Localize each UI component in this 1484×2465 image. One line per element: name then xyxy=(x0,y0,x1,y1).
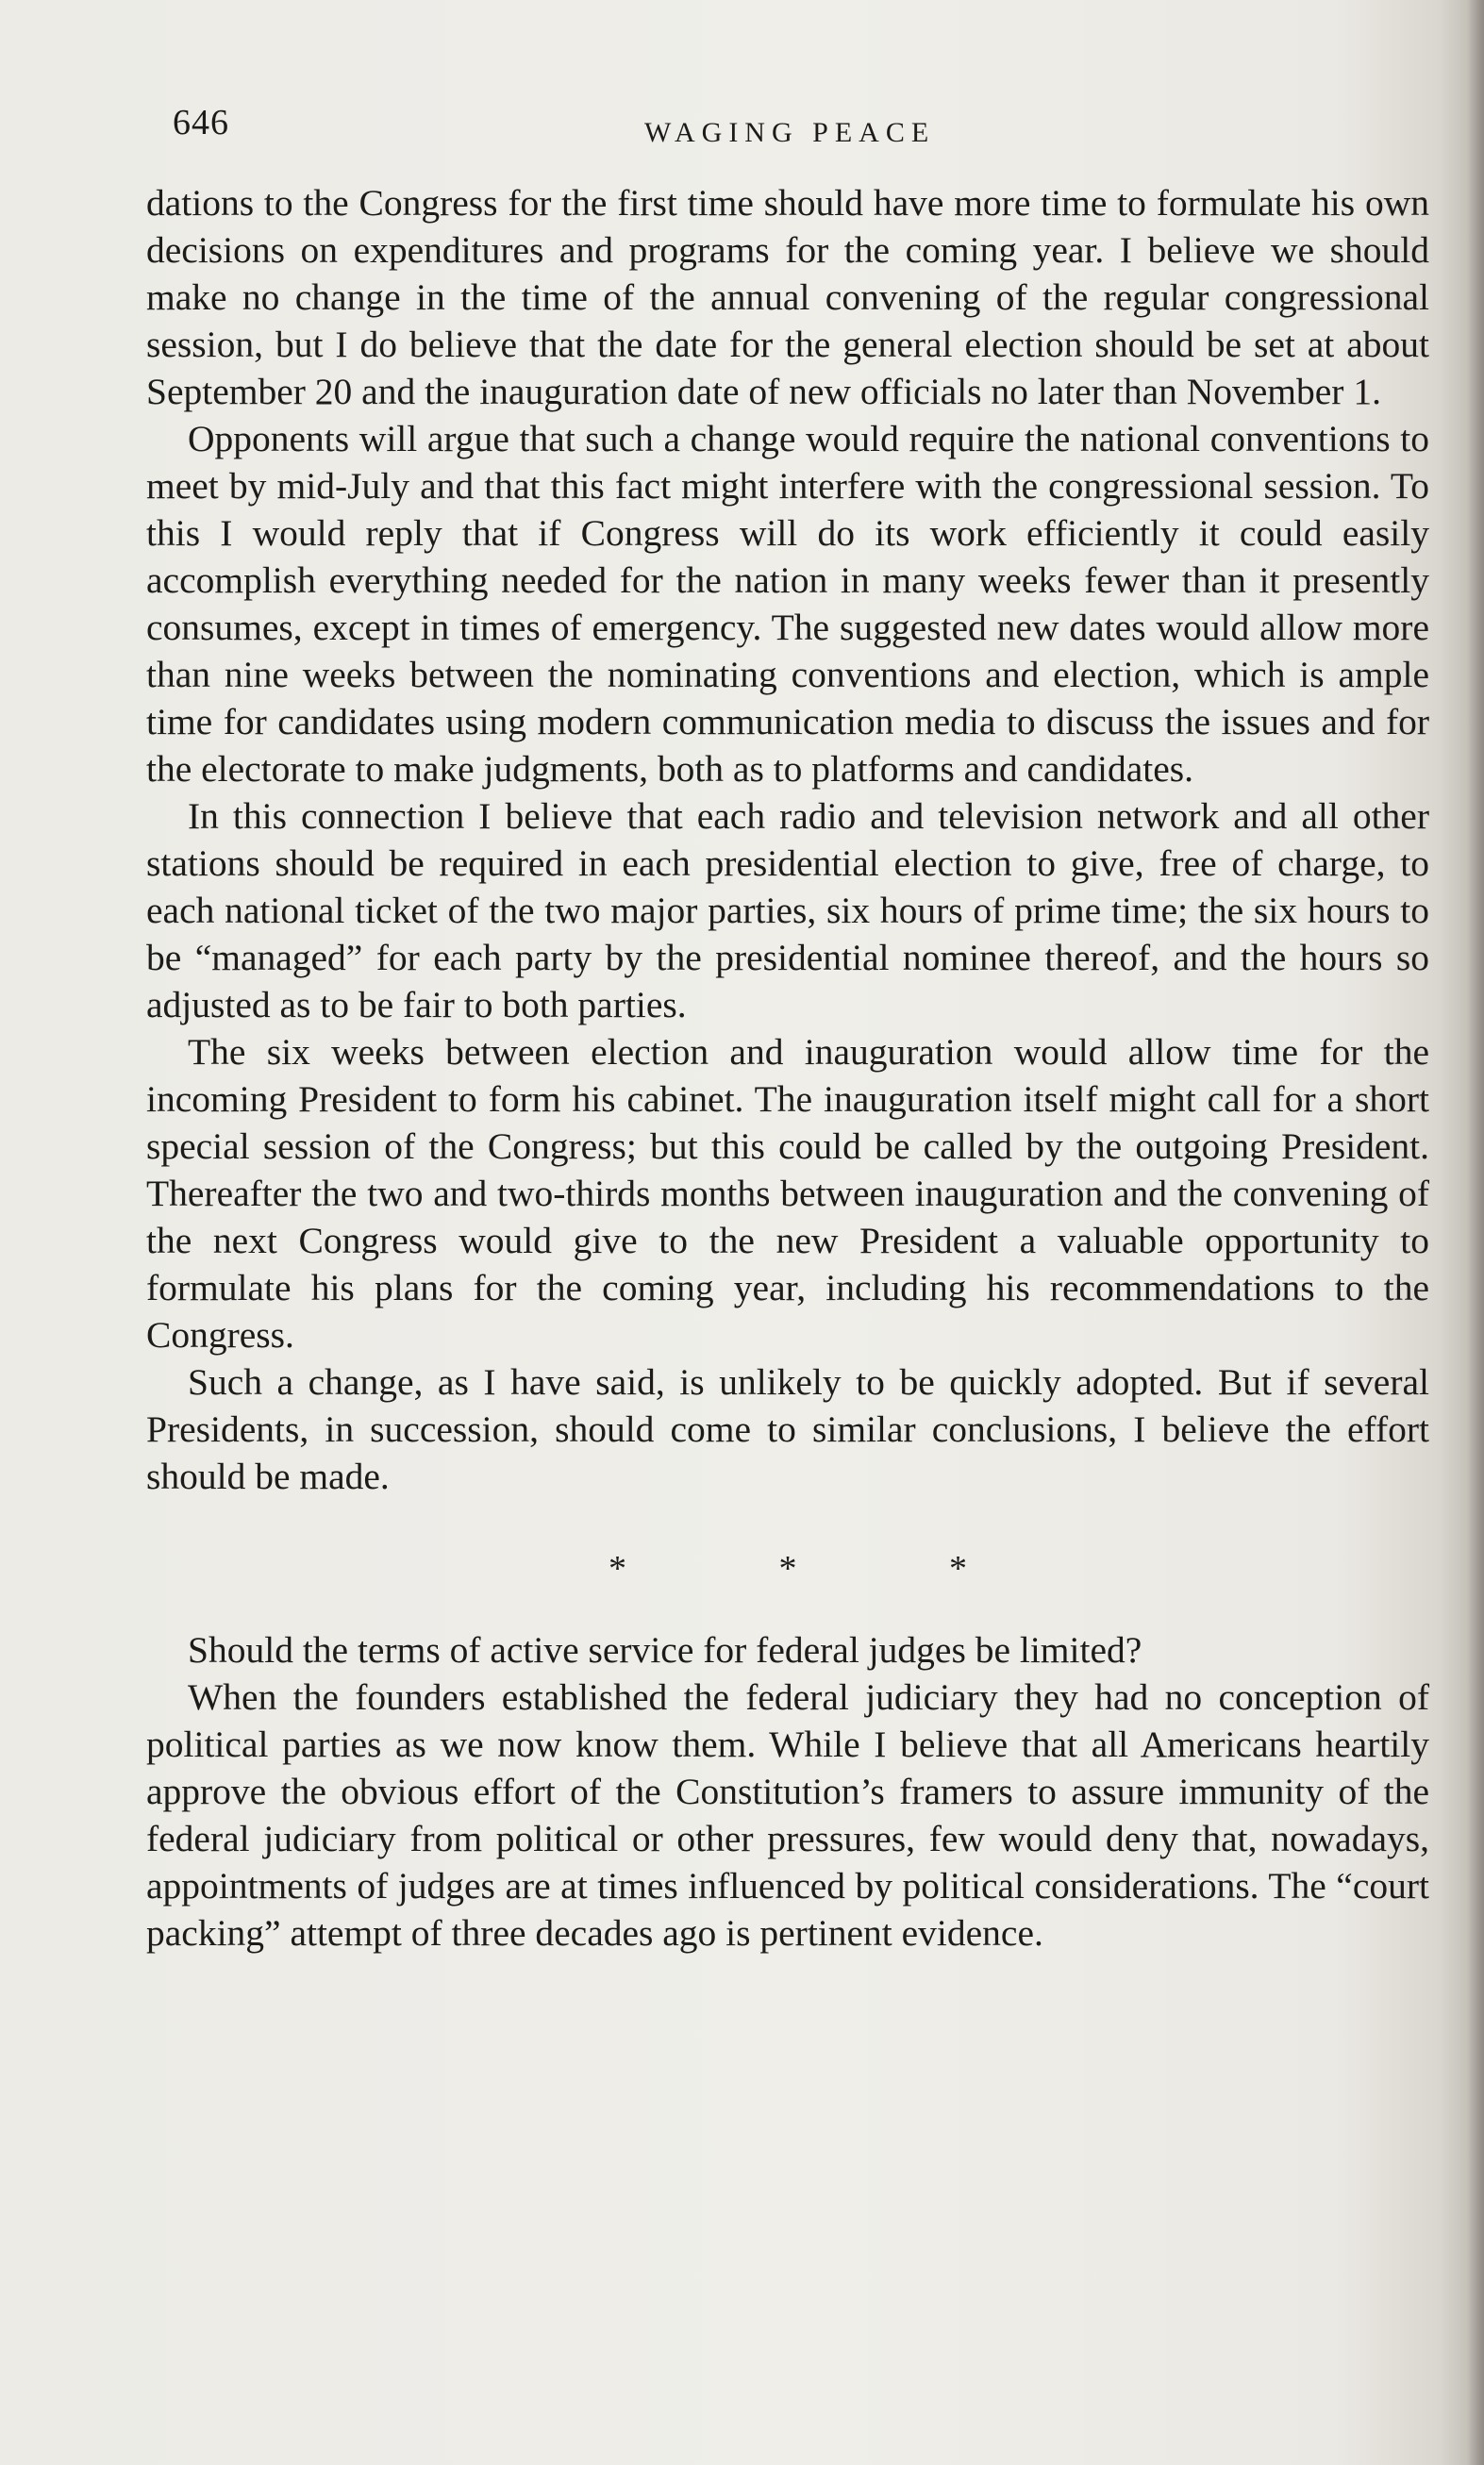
paragraph: When the founders established the federal judiciary they had no conception of political parties as we now know them. While I believe that all Americans heartily approve the obvious effort of the Constitution’s framers to assure immunity of the federal judiciary from political or other pressures, few would deny that, nowadays, appointments of judges are at times influenced by political considerations. The “court packing” attempt of three decades ago is pertinent evidence. xyxy=(146,1676,1429,1954)
paragraph: dations to the Congress for the first time should have more time to formulate his own decisions on expenditures and programs for the coming year. I believe we should make no change in the time of the annual convening of the regular congressional session, but I do believe that the date for the general election should be set at about September 20 and the inauguration date of new officials no later than November 1. xyxy=(146,182,1429,412)
page-header xyxy=(173,102,1418,158)
paragraph: Opponents will argue that such a change would require the national conventions to meet by mid-July and that this fact might interfere with the congressional session. To this I would reply that if Congress will do its work efficiently it could easily accomplish everything needed for the nation in many weeks fewer than it presently consumes, except in times of emergency. The suggested new dates would allow more than nine weeks between the nominating conventions and election, which is ample time for candidates using modern communication media to discuss the issues and for the electorate to make judgments, both as to platforms and candidates. xyxy=(146,418,1429,790)
paragraph: Such a change, as I have said, is unlikely to be quickly adopted. But if several Presidents, in succession, should come to similar conclusions, I believe the effort should be made. xyxy=(146,1361,1429,1497)
section-separator: * * * xyxy=(609,1549,1039,1589)
page-edge-shadow xyxy=(1467,0,1484,2465)
page-number: 646 xyxy=(173,103,229,142)
paragraph: Should the terms of active service for federal judges be limited? xyxy=(188,1629,1142,1671)
paragraph: In this connection I believe that each radio and television network and all other stations should be required in each presidential election to give, free of charge, to each national ticket of the two major parties, six hours of prime time; the six hours to be “managed” for each party by the presidential nominee thereof, and the hours so adjusted as to be fair to both parties. xyxy=(146,795,1429,1025)
running-head: WAGING PEACE xyxy=(644,117,936,148)
body-text xyxy=(146,179,1429,1957)
paragraph: The six weeks between election and inauguration would allow time for the incoming President to form his cabinet. The inauguration itself might call for a short special session of the Congress; but this could be called by the outgoing President. Thereafter the two and two-thirds months between inauguration and the convening of the next Congress would give to the new President a valuable opportunity to formulate his plans for the coming year, including his recommendations to the Congress. xyxy=(146,1031,1429,1356)
